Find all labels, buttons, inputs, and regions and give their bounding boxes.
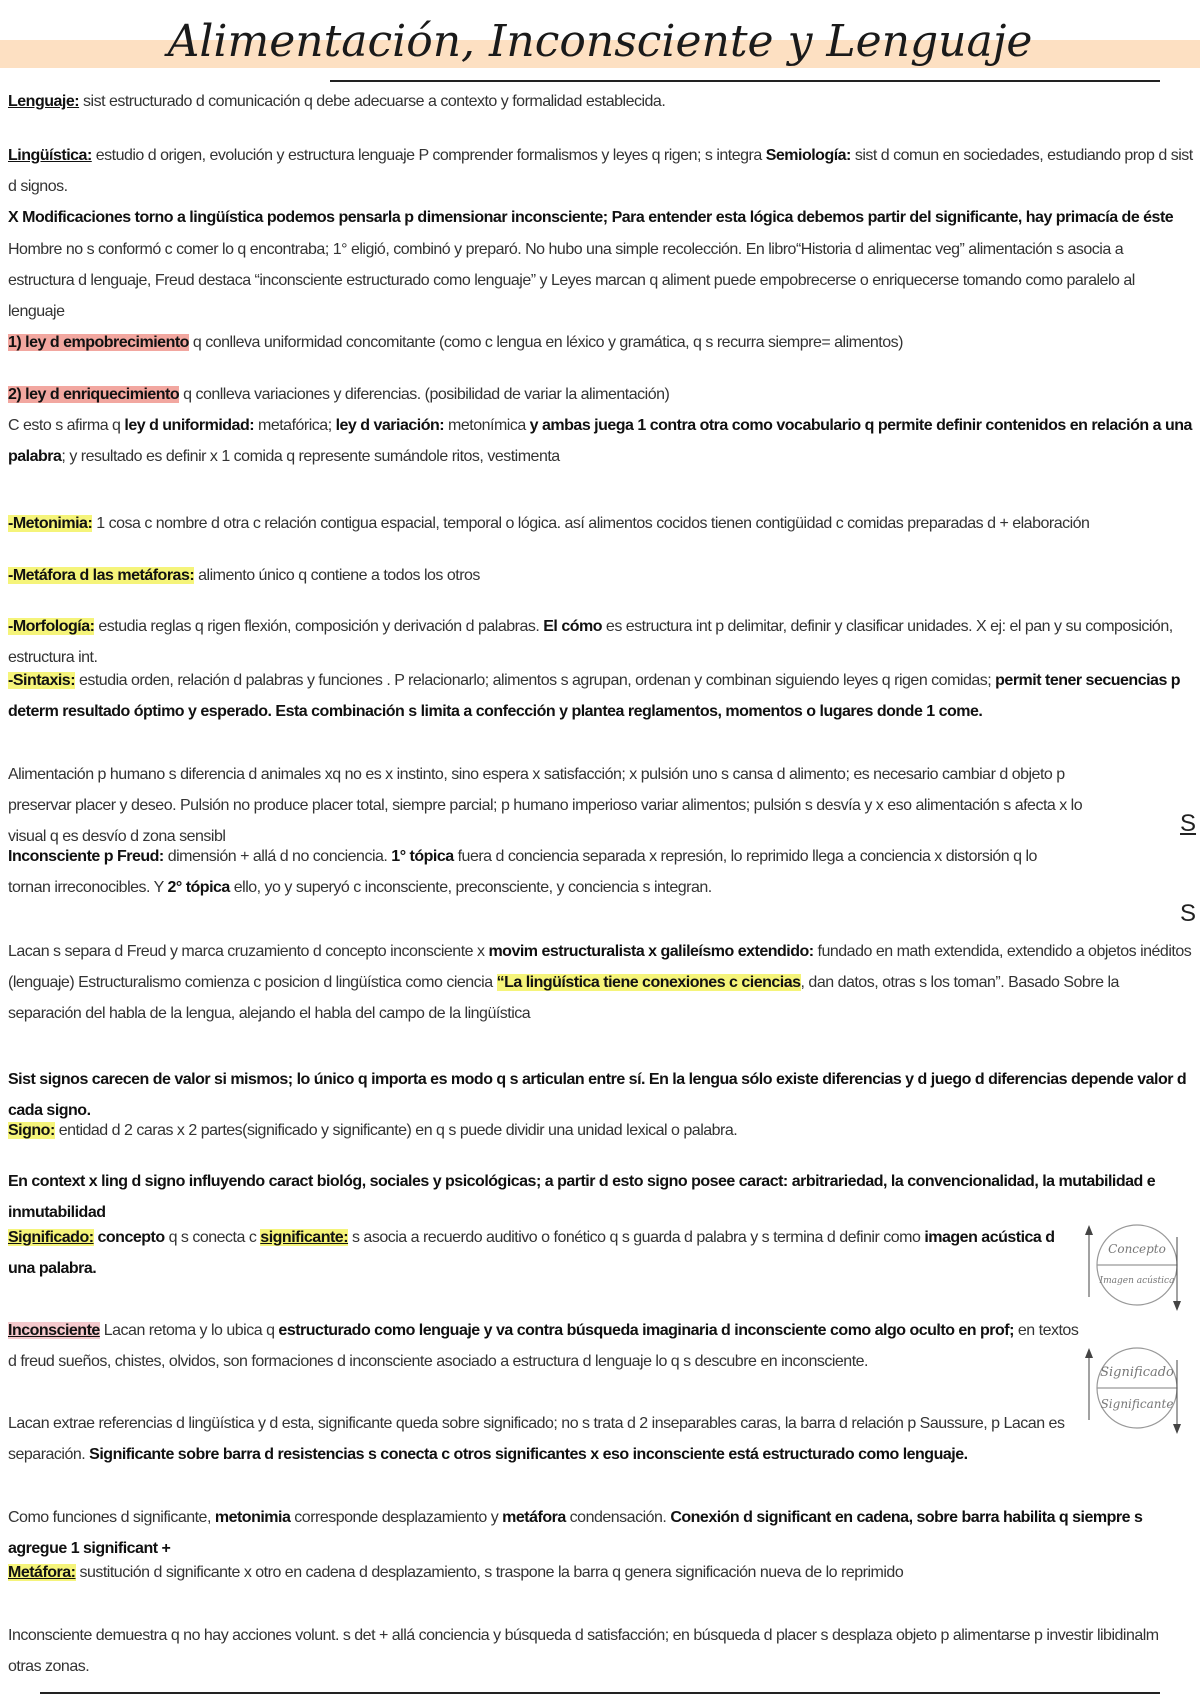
term-metafora-metaforas: -Metáfora d las metáforas: — [8, 567, 195, 584]
term-inconsciente-freud: Inconsciente p Freud: — [8, 848, 164, 865]
term-metafora: Metáfora: — [8, 1564, 76, 1581]
bold-text: permit tener secuencias p determ resultado óptimo y esperado. Esta combinación s limita a confección y plantea reglamentos, momentos o lugares donde 1 come. — [8, 672, 1181, 720]
paragraph-inconsciente-lacan — [8, 1315, 1083, 1377]
term-signo: Signo: — [8, 1122, 55, 1139]
term-metonimia: -Metonimia: — [8, 515, 93, 532]
term-linguistica: Lingüística: — [8, 147, 92, 164]
paragraph-lacan-freud — [8, 936, 1193, 1029]
paragraph-inconsciente-freud — [8, 841, 1083, 903]
bold-text: Conexión d significant en cadena, sobre barra habilita q siempre s agregue 1 significant + — [8, 1509, 1143, 1557]
term-segunda-topica: 2° tópica — [167, 879, 230, 896]
diagram-concepto-imagen-acustica — [1085, 1217, 1181, 1313]
term-inconsciente: Inconsciente — [8, 1322, 100, 1339]
paragraph-ley-enriquecimiento — [8, 379, 1193, 472]
text: Como funciones d significante, — [8, 1509, 215, 1526]
text: sist estructurado d comunicación q debe adecuarse a contexto y formalidad establecida. — [79, 93, 666, 110]
term-lenguaje: Lenguaje: — [8, 93, 80, 110]
diagram-label-concepto: Concepto — [1108, 1242, 1166, 1256]
bold-text: El cómo — [543, 618, 602, 635]
bold-text: estructurado como lenguaje y va contra búsqueda imaginaria d inconsciente como algo oculto en prof; — [278, 1322, 1014, 1339]
paragraph-lacan-linguistica — [8, 1408, 1083, 1470]
text: ello, yo y superyó c inconsciente, preconsciente, y conciencia s integran. — [229, 879, 712, 896]
term-semiologia: Semiología: — [765, 147, 851, 164]
paragraph-hombre — [8, 234, 1193, 327]
text: fundado en math extendida, extendido a objetos inéditos (lenguaje) Estructuralismo comienza c posicion d lingüística como ciencia — [8, 943, 1192, 991]
text: Inconsciente demuestra q no hay acciones volunt. s det + allá conciencia y búsqueda d satisfacción; en búsqueda d placer s desplaza objeto p alimentarse p investir libidinalm otras zonas. — [8, 1627, 1159, 1675]
text: , dan datos, otras s los toman”. Basado Sobre la separación del habla de la lengua, alejando el habla del campo de la lingüística — [8, 974, 1119, 1022]
text: es estructura int p delimitar, definir y clasificar unidades. X ej: el pan y su composición, estructura int. — [8, 618, 1173, 666]
bold-text: X Modificaciones torno a lingüística podemos pensarla p dimensionar inconsciente; Para entender esta lógica debemos partir del significante, hay primacía de éste — [8, 209, 1174, 226]
term-ley-uniformidad: ley d uniformidad: — [124, 417, 255, 434]
term-metonimia-inline: metonimia — [214, 1509, 291, 1526]
text: Hombre no s conformó c comer lo q encontraba; 1° eligió, combinó y preparó. No hubo una simple recolección. En libro“Historia d alimentac veg” alimentación s asocia a estructura d lenguaje, Freud destaca “inconsciente estructurado como lenguaje” y Leyes marcan q aliment puede empobrecerse o enriquecerse tomando como paralelo al lenguaje — [8, 241, 1135, 320]
text: fuera d conciencia separada x represión, lo reprimido llega a conciencia x distorsión q lo tornan irreconocibles. Y — [8, 848, 1037, 896]
paragraph-alimentacion-humano — [8, 759, 1083, 852]
title-underline — [330, 80, 1160, 82]
text: sist d comun en sociedades, estudiando prop d sist d signos. — [8, 147, 1193, 195]
text: C esto s afirma q — [8, 417, 125, 434]
text: estudia orden, relación d palabras y funciones . P relacionarlo; alimentos s agrupan, ordenan y combinan siguiendo leyes q rigen comidas; — [75, 672, 996, 689]
paragraph-sintaxis — [8, 665, 1193, 727]
text: corresponde desplazamiento y — [290, 1509, 503, 1526]
text: Alimentación p humano s diferencia d animales xq no es x instinto, sino espera x satisfacción; x pulsión uno s cansa d alimento; es necesario cambiar d objeto p preservar placer y deseo. Pulsión no produce placer total, siempre parcial; p humano imperioso variar alimentos; pulsión s desvía y x eso alimentación s afecta x lo visual q es desvío d zona sensibl — [8, 766, 1083, 845]
bold-text: concepto — [93, 1229, 165, 1246]
paragraph-funciones-significante — [8, 1502, 1193, 1564]
text: Lacan retoma y lo ubica q — [99, 1322, 279, 1339]
term-sintaxis: -Sintaxis: — [8, 672, 76, 689]
text: sustitución d significante x otro en cadena d desplazamiento, s traspone la barra q genera significación nueva de lo reprimido — [75, 1564, 904, 1581]
text: q conlleva uniformidad concomitante (como c lengua en léxico y gramática, q s recurra siempre= alimentos) — [188, 334, 903, 351]
diagram-significado-significante — [1085, 1340, 1181, 1436]
diagram-label-significado: Significado — [1100, 1365, 1174, 1380]
paragraph-lenguaje — [8, 86, 1193, 117]
term-metafora-inline: metáfora — [502, 1509, 566, 1526]
text: 1 cosa c nombre d otra c relación contigua espacial, temporal o lógica. así alimentos cocidos tienen contigüidad c comidas preparadas d + elaboración — [92, 515, 1090, 532]
paragraph-inconsciente-demuestra — [8, 1620, 1193, 1682]
paragraph-signo — [8, 1115, 1193, 1146]
text: ; y resultado es definir x 1 comida q represente sumándole ritos, vestimenta — [61, 448, 560, 465]
page-title: Alimentación, Inconsciente y Lenguaje — [167, 16, 1033, 67]
text: Lacan extrae referencias d lingüística y d esta, significante queda sobre significado; no s trata d 2 inseparables caras, la barra d relación p Saussure, p Lacan es separación. — [8, 1415, 1065, 1463]
term-ley-empobrecimiento: 1) ley d empobrecimiento — [8, 334, 189, 351]
text: Lacan s separa d Freud y marca cruzamiento d concepto inconsciente x — [8, 943, 489, 960]
bold-text: imagen acústica d una palabra. — [8, 1229, 1055, 1277]
bold-text: En context x ling d signo influyendo caract biológ, sociales y psicológicas; a partir d esto signo posee caract: arbitrariedad, la convencionalidad, la mutabilidad e inmutabilidad — [8, 1173, 1156, 1221]
paragraph-context-ling — [8, 1166, 1193, 1228]
text: estudio d origen, evolución y estructura lenguaje P comprender formalismos y leyes q rigen; s integra — [91, 147, 766, 164]
bold-text: y ambas juega 1 contra otra como vocabulario q permite definir contenidos en relación a una palabra — [8, 417, 1192, 465]
bottom-rule — [40, 1692, 1160, 1694]
paragraph-metafora-metaforas — [8, 560, 1193, 591]
margin-letter-s: S — [1180, 900, 1197, 927]
text: s asocia a recuerdo auditivo o fonético q s guarda d palabra y s termina d definir como — [348, 1229, 925, 1246]
text: metafórica; — [254, 417, 336, 434]
text: en textos d freud sueños, chistes, olvidos, son formaciones d inconsciente asociado a estructura d lenguaje lo q s descubre en inconsciente. — [8, 1322, 1079, 1370]
diagram-label-significante: Significante — [1100, 1397, 1174, 1411]
text: q conlleva variaciones y diferencias. (posibilidad de variar la alimentación) — [179, 386, 670, 403]
bold-text: movim estructuralista x galileísmo extendido: — [488, 943, 814, 960]
text: metonímica — [444, 417, 530, 434]
margin-letter-s: S — [1180, 810, 1197, 837]
term-significado: Significado: — [8, 1229, 94, 1246]
text: entidad d 2 caras x 2 partes(significado y significante) en q s puede dividir una unidad lexical o palabra. — [54, 1122, 738, 1139]
term-significante: significante: — [260, 1229, 349, 1246]
paragraph-metafora — [8, 1557, 1193, 1588]
term-morfologia: -Morfología: — [8, 618, 95, 635]
term-primera-topica: 1° tópica — [391, 848, 454, 865]
text: dimensión + allá d no conciencia. — [163, 848, 392, 865]
paragraph-metonimia — [8, 508, 1193, 539]
text: alimento único q contiene a todos los otros — [194, 567, 480, 584]
text: estudia reglas q rigen flexión, composición y derivación d palabras. — [94, 618, 544, 635]
highlighted-quote: “La lingüística tiene conexiones c ciencias — [496, 974, 801, 991]
bold-text: Sist signos carecen de valor si mismos; lo único q importa es modo q s articulan entre sí. En la lengua sólo existe diferencias y d juego d diferencias depende valor d cada signo. — [8, 1071, 1187, 1119]
text: condensación. — [565, 1509, 671, 1526]
diagram-label-imagen-acustica: Imagen acústica — [1099, 1276, 1175, 1286]
paragraph-linguistica — [8, 140, 1193, 233]
term-ley-enriquecimiento: 2) ley d enriquecimiento — [8, 386, 180, 403]
term-ley-variacion: ley d variación: — [335, 417, 445, 434]
paragraph-ley-empobrecimiento — [8, 327, 1193, 358]
paragraph-morfologia — [8, 611, 1193, 673]
text: q s conecta c — [164, 1229, 261, 1246]
paragraph-significado — [8, 1222, 1083, 1284]
bold-text: Significante sobre barra d resistencias s conecta c otros significantes x eso inconsciente está estructurado como lenguaje. — [89, 1446, 968, 1463]
